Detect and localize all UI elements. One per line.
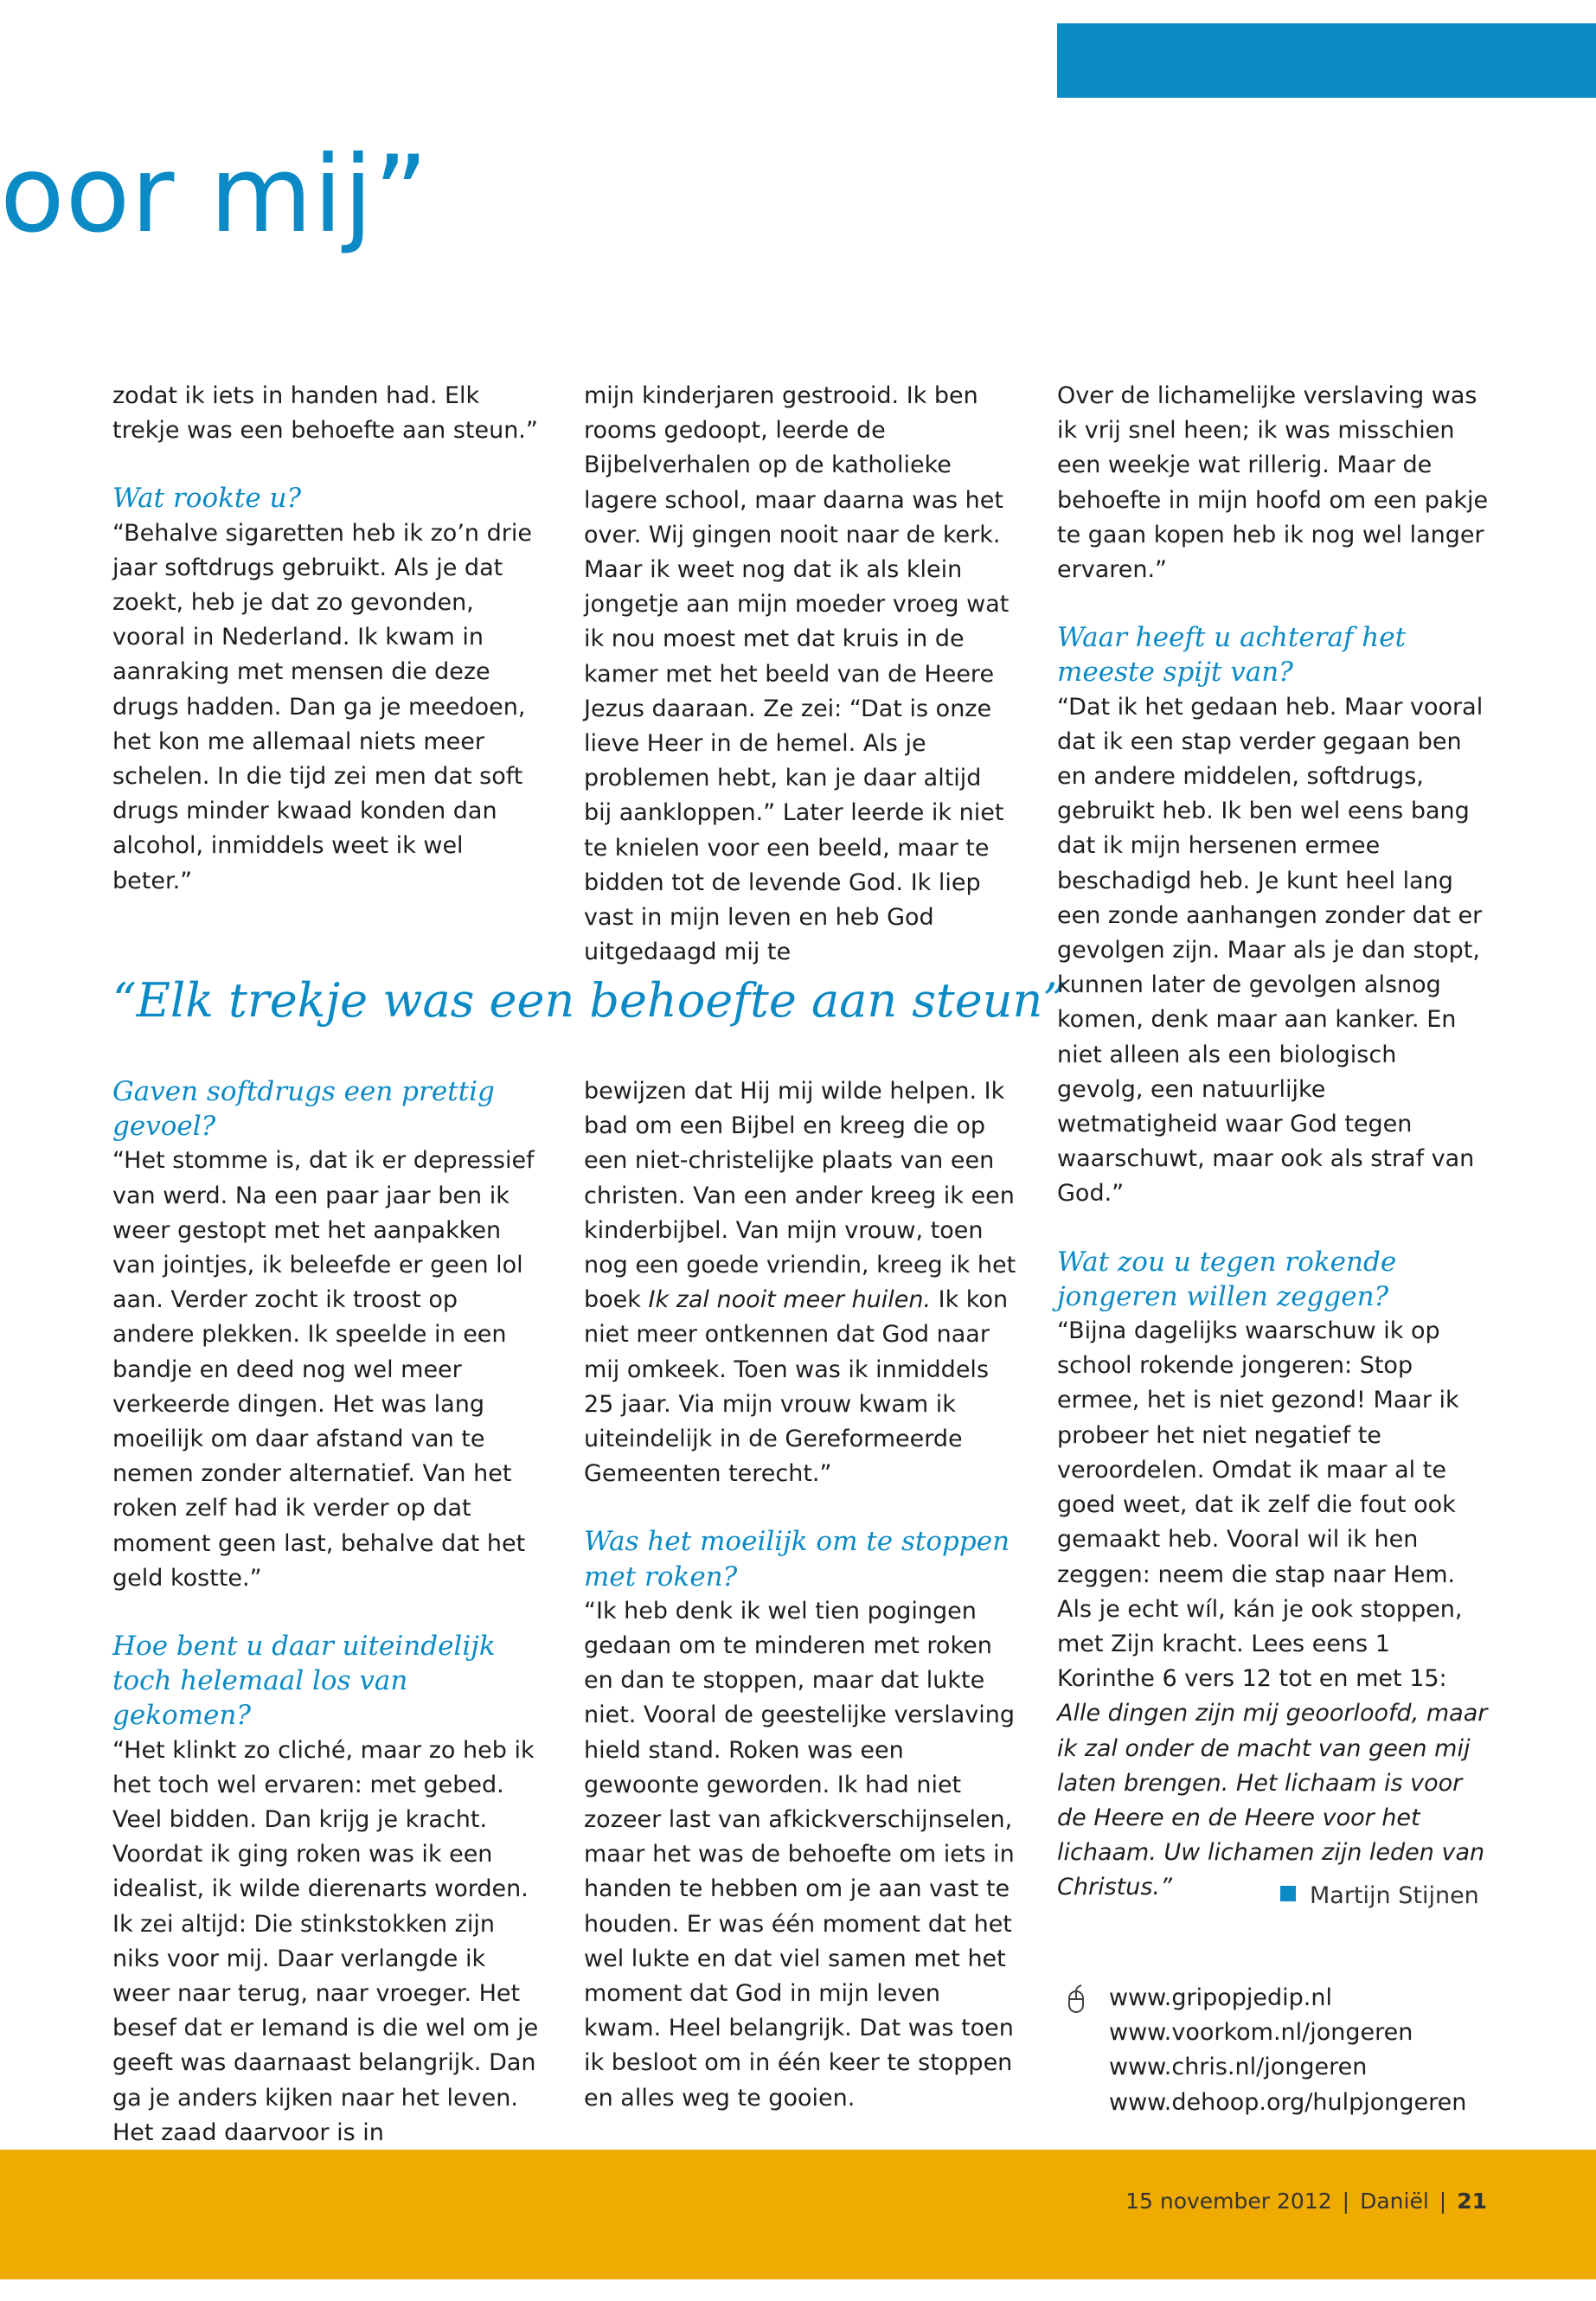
mouse-icon [1064,1984,1088,2014]
header-color-bar [1057,23,1596,98]
interview-question: Was het moeilijk om te stoppen met roken? [584,1526,1010,1593]
pull-quote: “Elk trekje was een behoefte aan steun” [112,973,1067,1028]
interview-question: Gaven softdrugs een prettig gevoel? [112,1076,495,1143]
column-top-left [112,379,545,899]
link-item[interactable]: www.chris.nl/jongeren [1109,2054,1368,2081]
body-paragraph: “Bijna dagelijks waarschuw ik op school rokende jongeren: Stop ermee, het is niet gezond! Maar ik probeer het niet negatief te veroordelen. Omdat ik maar al te goed weet, dat ik zelf die fout ook gemaakt heb. Vooral wil ik hen zeggen: neem die stap naar Hem. Als je echt wíl, kán je ook stoppen, met Zijn kracht. Lees eens 1 Korinthe 6 vers 12 tot en met 15: Alle dingen zijn mij geoorloofd, maar ik zal onder de macht van geen mij laten brengen. Het lichaam is voor de Heere en de Heere voor het lichaam. Uw lichamen zijn leden van Christus.” [1057,1317,1488,1901]
body-paragraph: Over de lichamelijke verslaving was ik vrij snel heen; ik was misschien een weekje wat rillerig. Maar de behoefte in mijn hoofd om een pakje te gaan kopen heb ik nog wel langer ervaren.” [1057,382,1489,584]
footer-info: 15 november 2012 | Daniël | 21 [1125,2189,1487,2214]
interview-question: Wat zou u tegen rokende jongeren willen zeggen? [1057,1246,1397,1312]
page-number: 21 [1457,2189,1487,2214]
author-byline: Martijn Stijnen [1280,1879,1479,1913]
body-paragraph: mijn kinderjaren gestrooid. Ik ben rooms gedoopt, leerde de Bijbelverhalen op de katholieke lagere school, maar daarna was het over. Wij gingen nooit naar de kerk. Maar ik weet nog dat ik als klein jongetje aan mijn moeder vroeg wat ik nou moest met dat kruis in de kamer met het beeld van de Heere Jezus daaraan. Ze zei: “Dat is onze lieve Heer in de hemel. Als je problemen hebt, kan je daar altijd bij aankloppen.” Later leerde ik niet te knielen voor een beeld, maar te bidden tot de levende God. Ik liep vast in mijn leven en heb God uitgedaagd mij te [584,382,1010,966]
interview-question: Wat rookte u? [112,483,302,515]
article-title-fragment: oor mij” [0,133,430,256]
bible-quote: Alle dingen zijn mij geoorloofd, maar ik zal onder de macht van geen mij laten brengen. Het lichaam is voor de Heere en de Heere voor het lichaam. Uw lichamen zijn leden van Christus.” [1057,1700,1488,1901]
body-paragraph: “Ik heb denk ik wel tien pogingen gedaan om te minderen met roken en dan te stoppen, maar dat lukte niet. Vooral de geestelijke verslaving hield stand. Roken was een gewoonte geworden. Ik had niet zozeer last van afkickverschijnselen, maar het was de behoefte om iets in handen te hebben om je aan vast te houden. Er was één moment dat het wel lukte en dat viel samen met het moment dat God in mijn leven kwam. Heel belangrijk. Dat was toen ik besloot om in één keer te stoppen en alles weg te gooien. [584,1597,1015,2112]
body-paragraph: zodat ik iets in handen had. Elk trekje was een behoefte aan steun.” [112,382,538,445]
column-right [1057,379,1490,1906]
body-paragraph: “Het stomme is, dat ik er depressief van werd. Na een paar jaar ben ik weer gestopt met het aanpakken van jointjes, ik beleefde er geen lol aan. Verder zocht ik troost op andere plekken. Ik speelde in een bandje en deed nog wel meer verkeerde dingen. Het was lang moeilijk om daar afstand van te nemen zonder alternatief. Van het roken zelf had ik verder op dat moment geen last, behalve dat het geld kostte.” [112,1147,535,1592]
column-bottom-left [112,1074,545,2150]
link-item[interactable]: www.voorkom.nl/jongeren [1109,2019,1413,2047]
body-paragraph: “Het klinkt zo cliché, maar zo heb ik het toch wel ervaren: met gebed. Veel bidden. Dan krijg je kracht. Voordat ik ging roken was ik een idealist, ik wilde dierenarts worden. Ik zei altijd: Die stinkstokken zijn niks voor mij. Daar verlangde ik weer naar terug, naar vroeger. Het besef dat er Iemand is die wel om je geeft was daarnaast belangrijk. Dan ga je anders kijken naar het leven. Het zaad daarvoor is in [112,1736,539,2146]
book-title: Ik zal nooit meer huilen. [648,1286,932,1314]
body-paragraph: “Dat ik het gedaan heb. Maar vooral dat ik een stap verder gegaan ben en andere middelen, softdrugs, gebruikt heb. Ik ben wel eens bang dat ik mijn hersenen ermee beschadigd heb. Je kunt heel lang een zonde aanhangen zonder dat er gevolgen zijn. Maar als je dan stopt, kunnen later de gevolgen alsnog komen, denk maar aan kanker. En niet alleen als een biologisch gevolg, een natuurlijke wetmatigheid waar God tegen waarschuwt, maar ook als straf van God.” [1057,693,1484,1208]
interview-question: Hoe bent u daar uiteindelijk toch helemaal los van gekomen? [112,1631,496,1732]
link-item[interactable]: www.gripopjedip.nl [1109,1984,1332,2011]
interview-question: Waar heeft u achteraf het meeste spijt van? [1057,622,1407,689]
column-bottom-middle [584,1074,1016,2116]
issue-date: 15 november 2012 [1125,2189,1332,2214]
body-paragraph: bewijzen dat Hij mij wilde helpen. Ik bad om een Bijbel en kreeg die op een niet-christelijke plaats van een christen. Van een ander kreeg ik een kinderbijbel. Van mijn vrouw, toen nog een goede vriendin, kreeg ik het boek Ik zal nooit meer huilen. Ik kon niet meer ontkennen dat God naar mij omkeek. Toen was ik inmiddels 25 jaar. Via mijn vrouw kwam ik uiteindelijk in de Gereformeerde Gemeenten terecht.” [584,1078,1016,1488]
square-bullet-icon [1280,1886,1296,1901]
column-top-middle [584,379,1016,970]
link-list [1057,1981,1542,2120]
body-paragraph: “Behalve sigaretten heb ik zo’n drie jaar softdrugs gebruikt. Als je dat zoekt, heb je dat zo gevonden, vooral in Nederland. Ik kwam in aanraking met mensen die deze drugs hadden. Dan ga je meedoen, het kon me allemaal niets meer schelen. In die tijd zei men dat soft drugs minder kwaad konden dan alcohol, inmiddels weet ik wel beter.” [112,519,532,894]
magazine-name: Daniël [1360,2189,1429,2214]
link-item[interactable]: www.dehoop.org/hulpjongeren [1109,2088,1467,2116]
